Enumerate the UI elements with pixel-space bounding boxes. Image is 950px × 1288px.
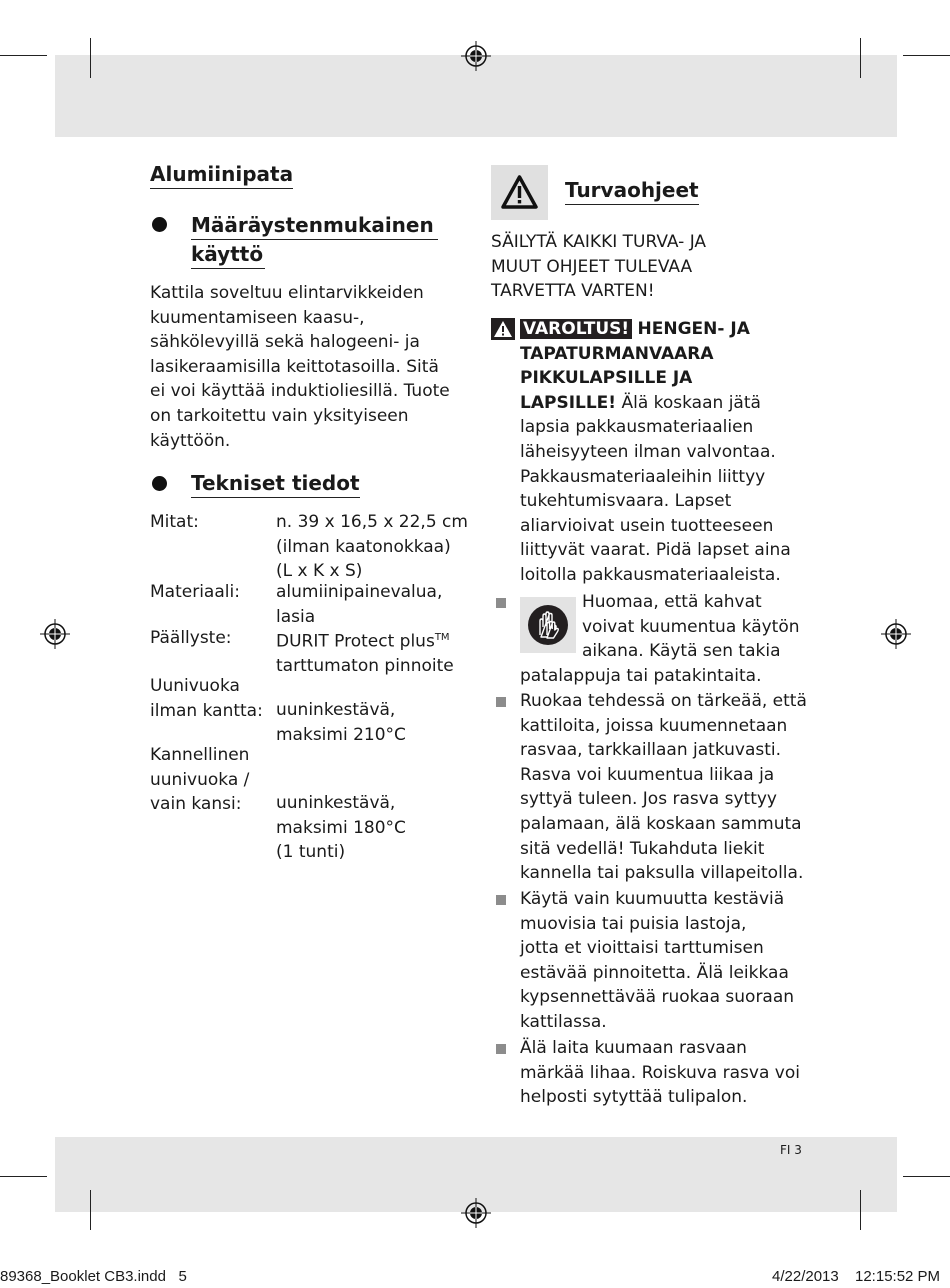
text-line: Rasva voi kuumentua liikaa ja [520,764,775,785]
list-item [520,1036,800,1110]
registration-mark-icon [461,1198,491,1228]
footer-time: 12:15:52 PM [855,1268,941,1285]
text-line: märkää lihaa. Roiskuva rasva voi [520,1062,800,1083]
text-line: Mitat: [150,512,199,532]
text-line: ei voi käyttää induktioliesillä. Tuote [150,381,450,402]
text-line: kuumentamiseen kaasu-, [150,307,365,328]
text-line: uunivuoka / [150,769,250,790]
trademark-sup: TM [434,632,450,643]
section-bullet [152,476,167,491]
text-line: patalappuja tai patakintaita. [520,666,762,686]
text-line: uuninkestävä, [276,793,396,813]
text-line [520,317,791,342]
text-line: sitä vedellä! Tukahduta liekit [520,838,765,859]
text-line: Älä laita kuumaan rasvaan [520,1038,747,1058]
text-line [276,626,454,654]
text-line: jotta et vioittaisi tarttumisen [520,938,764,959]
text-line: (1 tunti) [276,842,346,863]
list-item [520,689,807,886]
list-bullet [496,1044,506,1054]
text-line: maksimi 210°C [276,724,406,745]
text-line: Käytä vain kuumuutta kestäviä [520,889,785,909]
spec-label [150,743,249,817]
text-line: n. 39 x 16,5 x 22,5 cm [276,512,468,532]
spec-label [150,580,240,605]
list-bullet [496,895,506,905]
spec-label [150,674,263,723]
text-line: SÄILYTÄ KAIKKI TURVA- JA [491,232,707,252]
crop-mark [860,38,861,78]
section-bullet [152,217,167,232]
page-number: FI 3 [780,1143,802,1157]
text-line: aikana. Käytä sen takia [582,641,781,662]
warning-tag: VAROLTUS! [520,319,632,339]
warning-bold: HENGEN- JA [637,319,750,339]
text-line: tukehtumisvaara. Lapset [520,491,732,512]
text-line: kannella tai paksulla villapeitolla. [520,863,804,884]
text-line: estävää pinnoitetta. Älä leikkaa [520,962,789,983]
text-line: Materiaali: [150,582,240,602]
text-line [520,391,791,416]
registration-mark-icon [881,619,911,649]
list-bullet [496,598,506,608]
heading-line: käyttö [191,240,265,269]
crop-mark [90,38,91,78]
text-line: kypsennettävää ruokaa suoraan [520,987,795,1008]
text-line: TARVETTA VARTEN! [491,281,655,302]
spec-value [276,791,406,865]
list-bullet [496,697,506,707]
section-heading-technical: Tekniset tiedot [191,470,360,498]
text-line: vain kansi: [150,794,242,815]
text-line: ilman kantta: [150,700,263,721]
spec-value [276,580,442,629]
text-line: lasikeraamisilla keittotasoilla. Sitä [150,356,439,377]
text-line: Ruokaa tehdessä on tärkeää, että [520,691,807,711]
protective-gloves-icon [520,597,576,653]
crop-mark [0,55,47,56]
crop-mark [903,55,950,56]
text-line: uuninkestävä, [276,700,396,720]
crop-mark [860,1190,861,1230]
spec-value [276,510,468,584]
safety-heading: Turvaohjeet [565,177,699,205]
text-line: loitolla pakkausmateriaaleista. [520,564,781,585]
list-item [520,887,794,1035]
registration-mark-icon [461,41,491,71]
spec-label [150,626,232,651]
warning-bold: TAPATURMANVAARA [520,343,714,364]
warning-block [520,317,791,588]
text-line: on tarkoitettu vain yksityiseen [150,405,409,426]
text-line: palamaan, älä koskaan sammuta [520,813,802,834]
text-line: helposti sytyttää tulipalon. [520,1087,748,1108]
text-line: Huomaa, että kahvat [582,592,762,612]
warning-bold: PIKKULAPSILLE JA [520,368,693,389]
text-line: tarttumaton pinnoite [276,656,454,677]
text-line: syttyä tuleen. Jos rasva syttyy [520,789,777,810]
coating-name: DURIT Protect plus [276,631,435,652]
text-line: alumiinipainevalua, [276,582,443,602]
text-line: kattiloita, joissa kuumennetaan [520,715,788,736]
spec-value [276,626,454,679]
glove-icon-box [520,597,576,653]
footer-date: 4/22/2013 [772,1268,839,1285]
crop-mark [90,1190,91,1230]
footer-file-name: 89368_Booklet CB3.indd 5 [0,1268,187,1285]
text-line: sähkölevyillä sekä halogeeni- ja [150,332,420,353]
text-line: lapsia pakkausmateriaalien [520,417,754,438]
warning-bold: LAPSILLE! [520,392,617,413]
text-line: (L x K x S) [276,561,363,582]
text-line: Uunivuoka [150,676,240,696]
text-line: Päällyste: [150,628,232,648]
warning-triangle-icon [491,165,548,220]
text-line: maksimi 180°C [276,817,406,838]
spec-value [276,698,406,747]
warning-icon-box [491,165,548,220]
crop-mark [903,1176,950,1177]
registration-mark-icon [40,619,70,649]
text-line: rasvaa, tarkkaillaan jatkuvasti. [520,740,782,761]
text-line: läheisyyteen ilman valvontaa. [520,441,776,462]
usage-paragraph [150,281,450,453]
text-line: lasia [276,606,316,627]
text-line: käyttöön. [150,430,231,451]
text-line: aliarvioivat usein tuotteeseen [520,515,774,536]
text-line: voivat kuumentua käytön [582,616,800,637]
warning-triangle-icon [491,318,515,340]
text-line: kattilassa. [520,1011,607,1032]
heading-line: Määräystenmukainen [191,211,438,240]
page-title: Alumiinipata [150,161,293,189]
warning-text: Älä koskaan jätä [621,392,761,413]
list-item [582,590,800,664]
text-line: Kattila soveltuu elintarvikkeiden [150,283,424,303]
text-line: muovisia tai puisia lastoja, [520,913,747,934]
text-line: MUUT OHJEET TULEVAA [491,256,693,277]
text-line: Kannellinen [150,745,250,765]
section-heading-usage [191,211,438,269]
text-line: liittyvät vaarat. Pidä lapset aina [520,540,791,561]
crop-mark [0,1176,47,1177]
safety-intro [491,230,706,304]
text-line: Pakkausmateriaaleihin liittyy [520,466,766,487]
spec-label [150,510,199,535]
text-line: (ilman kaatonokkaa) [276,536,451,557]
